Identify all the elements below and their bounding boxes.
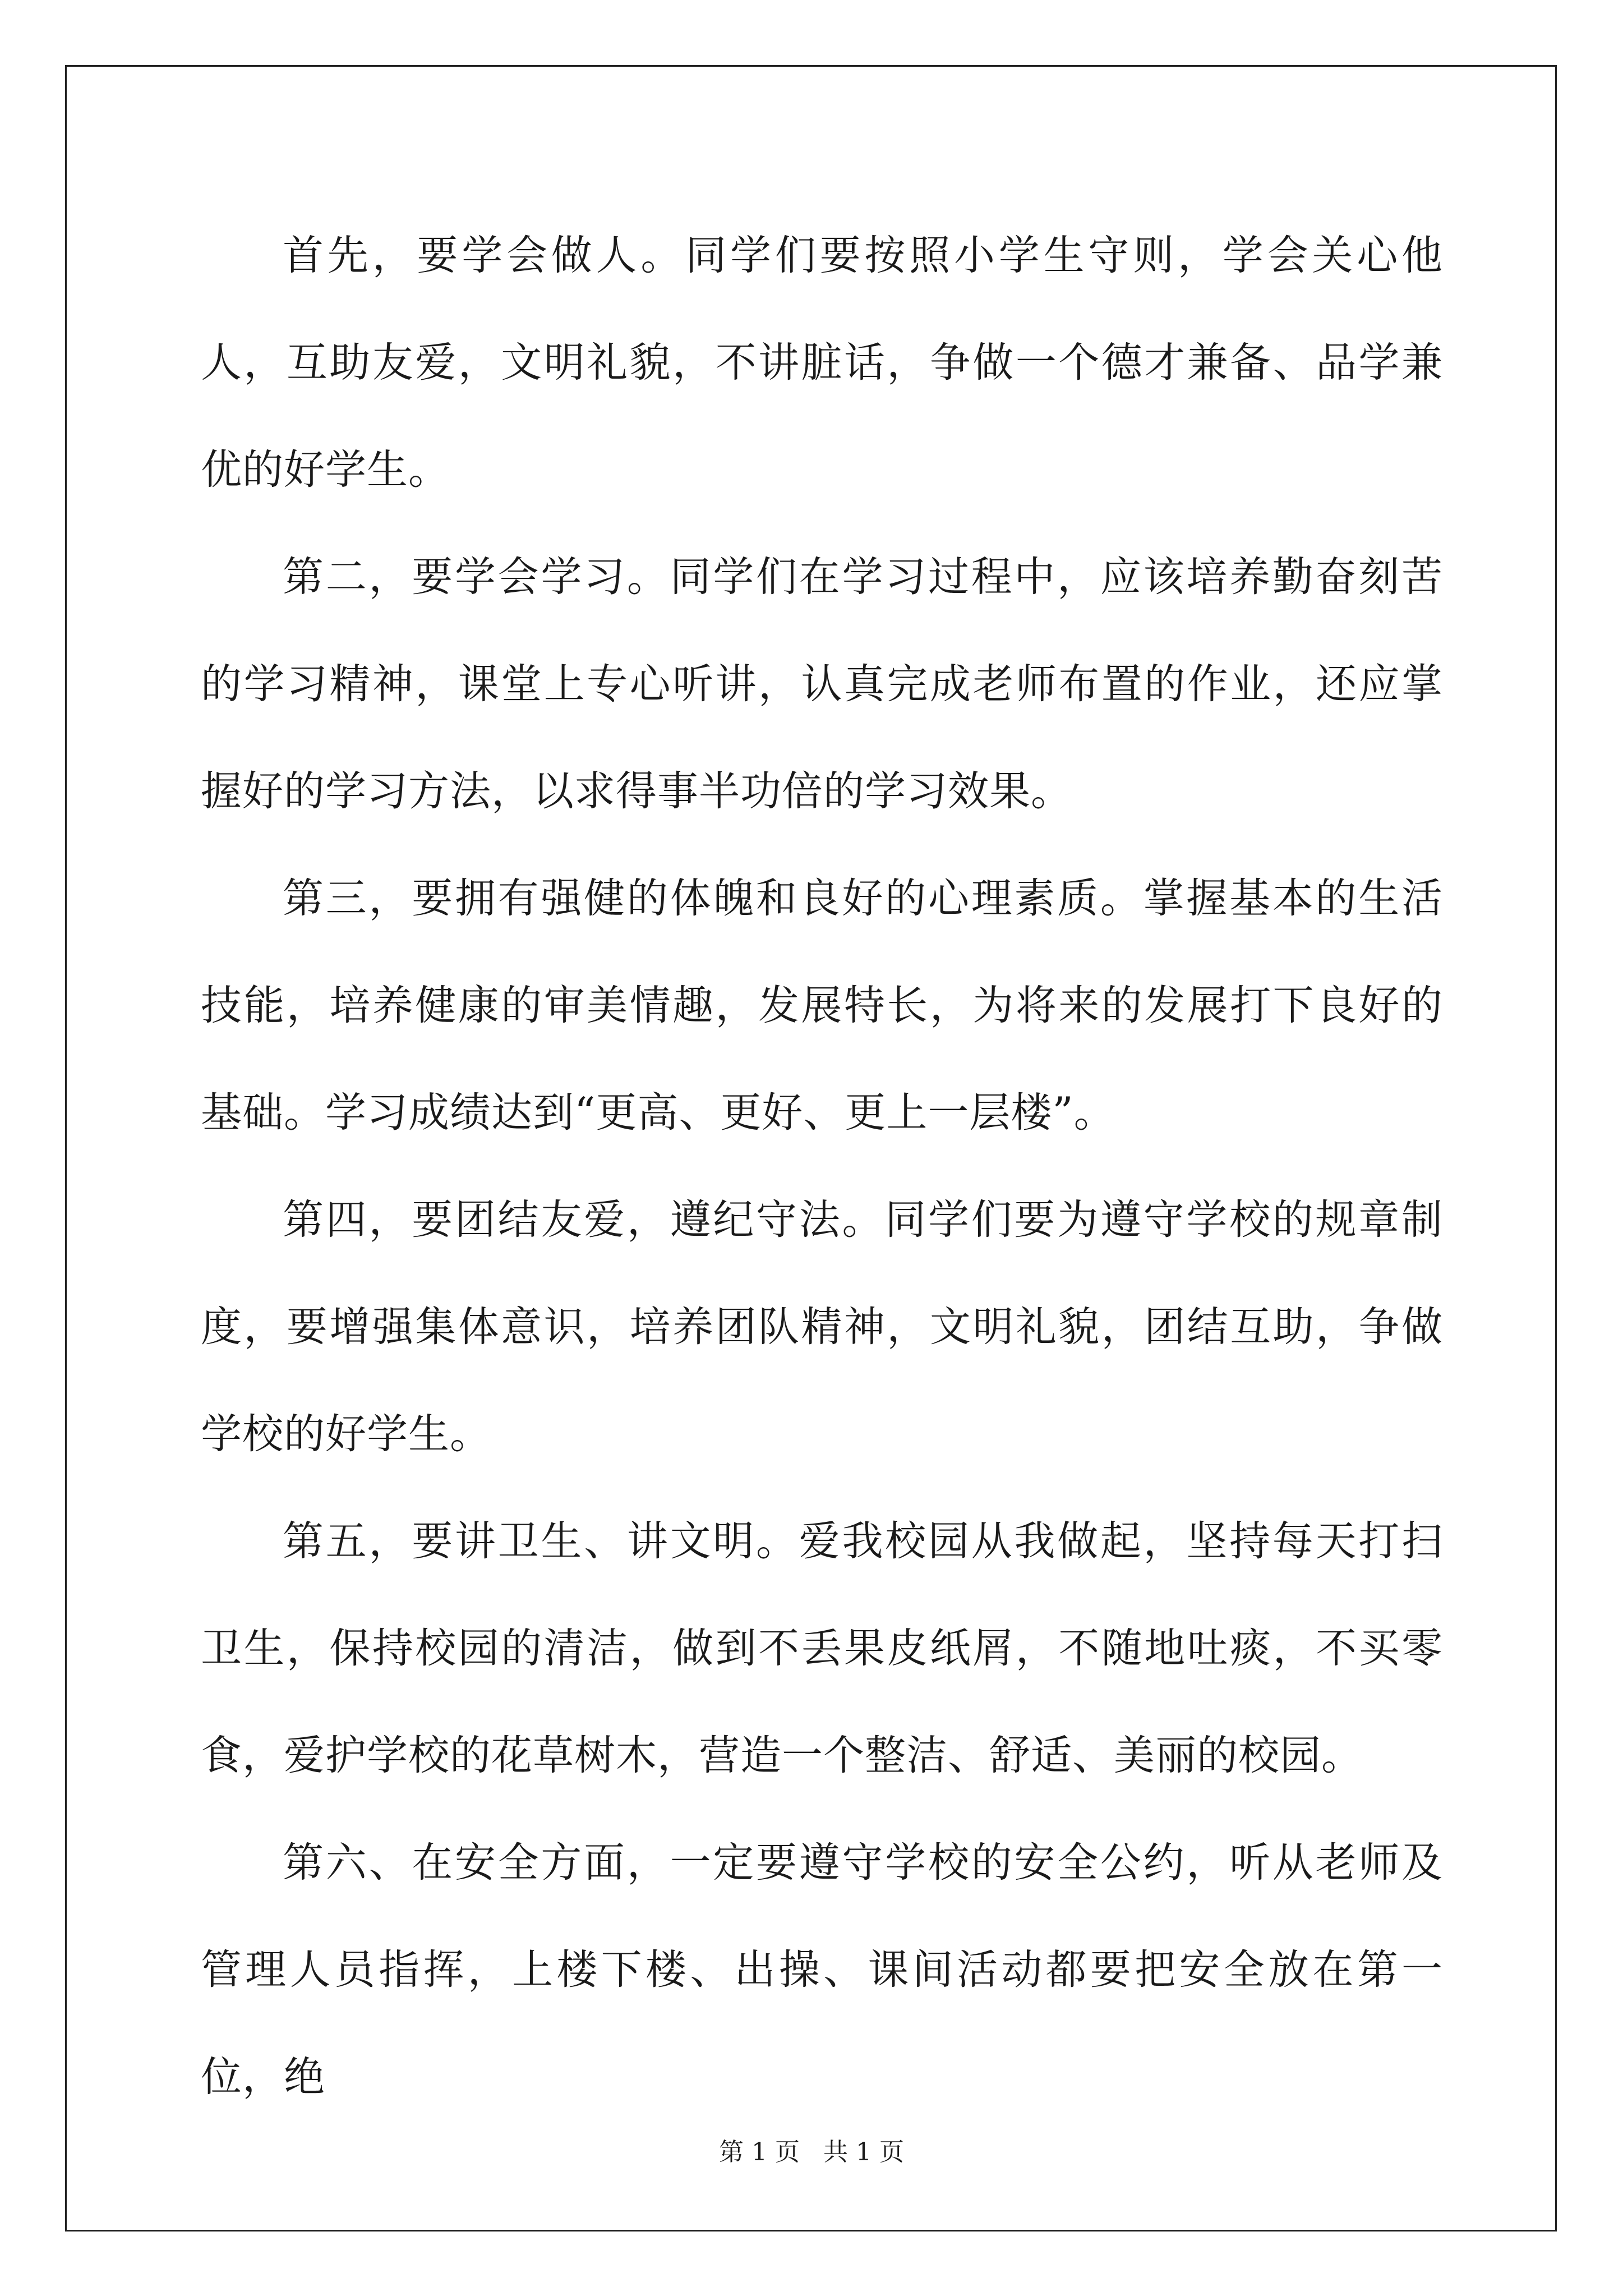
document-body [201,202,1443,2131]
page-footer: 第 1 页 共 1 页 [719,2138,904,2166]
paragraph-2: 第二，要学会学习。同学们在学习过程中，应该培养勤奋刻苦的学习精神，课堂上专心听讲，认真完成老师布置的作业，还应掌握好的学习方法，以求得事半功倍的学习效果。 [201,553,1443,815]
paragraph-4: 第四，要团结友爱，遵纪守法。同学们要为遵守学校的规章制度，要增强集体意识，培养团队精神，文明礼貌，团结互助，争做学校的好学生。 [201,1196,1443,1458]
paragraph-5: 第五，要讲卫生、讲文明。爱我校园从我做起，坚持每天打扫卫生，保持校园的清洁，做到不丢果皮纸屑，不随地吐痰，不买零食，爱护学校的花草树木，营造一个整洁、舒适、美丽的校园。 [201,1517,1443,1779]
paragraph-6: 第六、在安全方面，一定要遵守学校的安全公约，听从老师及管理人员指挥，上楼下楼、出操、课间活动都要把安全放在第一位，绝 [201,1839,1443,2101]
paragraph-1: 首先，要学会做人。同学们要按照小学生守则，学会关心他人，互助友爱，文明礼貌，不讲脏话，争做一个德才兼备、品学兼优的好学生。 [201,232,1443,494]
paragraph-3: 第三，要拥有强健的体魄和良好的心理素质。掌握基本的生活技能，培养健康的审美情趣，发展特长，为将来的发展打下良好的基础。学习成绩达到“更高、更好、更上一层楼”。 [201,875,1443,1137]
